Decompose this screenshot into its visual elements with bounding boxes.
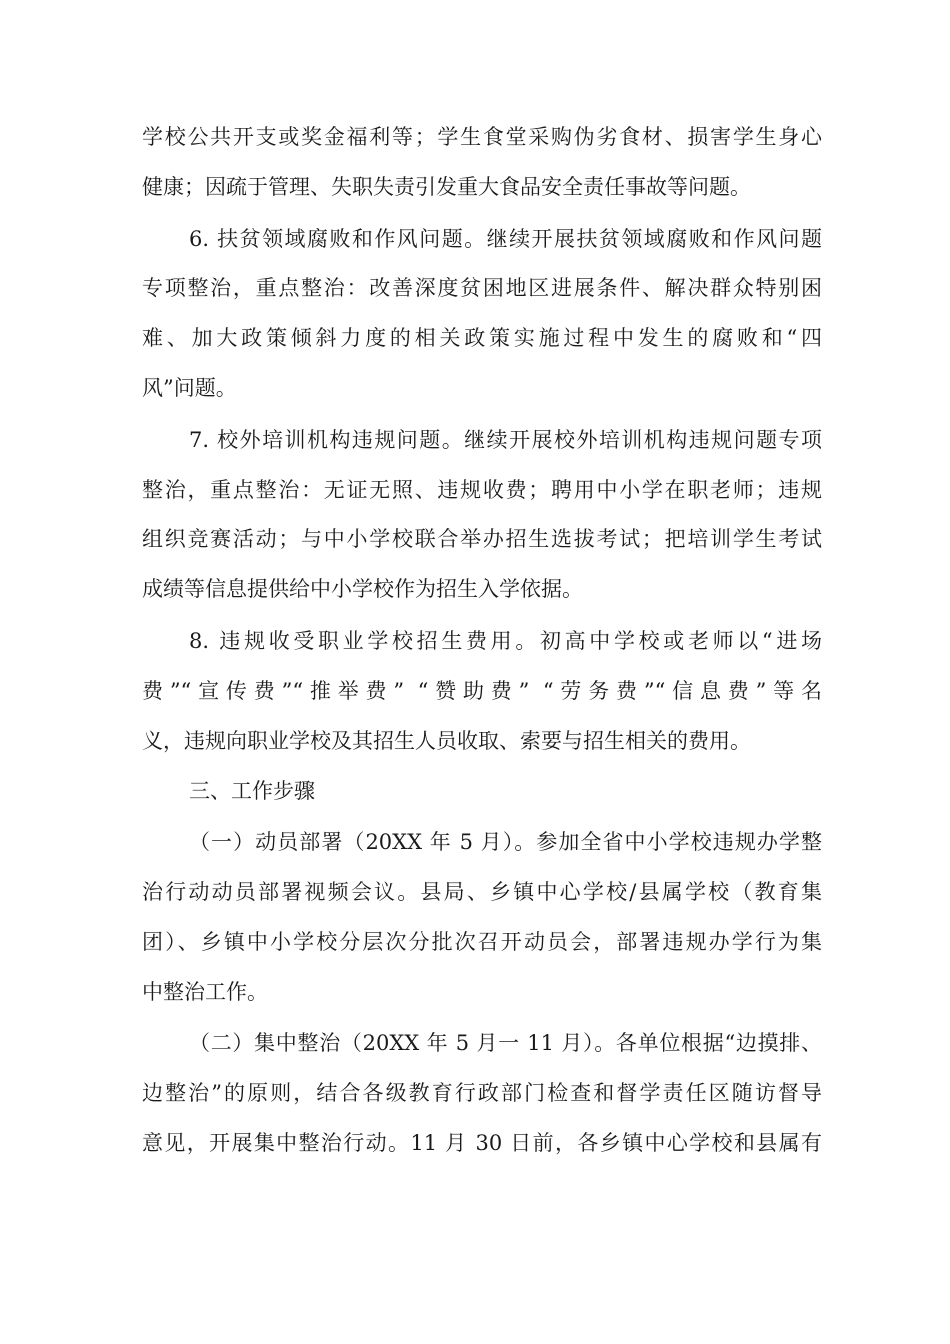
text-line: 中整治工作。 bbox=[142, 980, 268, 1004]
text-line: 专项整治，重点整治：改善深度贫困地区进展条件、解决群众特别困 bbox=[142, 276, 822, 300]
text-line: 组织竞赛活动；与中小学校联合举办招生选拔考试；把培训学生考试 bbox=[142, 527, 822, 551]
text-line: 8. 违规收受职业学校招生费用。初高中学校或老师以“进场 bbox=[189, 629, 822, 653]
text-line: 健康；因疏于管理、失职失责引发重大食品安全责任事故等问题。 bbox=[142, 175, 751, 199]
text-line: 难、加大政策倾斜力度的相关政策实施过程中发生的腐败和“四 bbox=[142, 326, 822, 350]
text-line: 7. 校外培训机构违规问题。继续开展校外培训机构违规问题专项 bbox=[189, 428, 822, 452]
text-line: 费”“宣传费”“推举费” “赞助费” “劳务费”“信息费”等名 bbox=[142, 679, 822, 703]
text-line: 义，违规向职业学校及其招生人员收取、索要与招生相关的费用。 bbox=[142, 729, 751, 753]
text-line: 整治，重点整治：无证无照、违规收费；聘用中小学在职老师；违规 bbox=[142, 478, 822, 502]
text-line: （一）动员部署（20XX 年 5 月）。参加全省中小学校违规办学整 bbox=[189, 830, 822, 854]
text-line: 6. 扶贫领域腐败和作风问题。继续开展扶贫领域腐败和作风问题 bbox=[189, 227, 822, 251]
section-heading: 三、工作步骤 bbox=[189, 779, 315, 803]
text-line: 意见，开展集中整治行动。11 月 30 日前，各乡镇中心学校和县属有 bbox=[142, 1131, 822, 1155]
text-line: （二）集中整治（20XX 年 5 月一 11 月）。各单位根据“边摸排、 bbox=[189, 1031, 822, 1055]
text-line: 风”问题。 bbox=[142, 376, 237, 400]
text-line: 边整治”的原则，结合各级教育行政部门检查和督学责任区随访督导 bbox=[142, 1081, 822, 1105]
text-line: 治行动动员部署视频会议。县局、乡镇中心学校/县属学校（教育集 bbox=[142, 880, 822, 904]
text-line: 学校公共开支或奖金福利等；学生食堂采购伪劣食材、损害学生身心 bbox=[142, 125, 822, 149]
text-line: 团）、乡镇中小学校分层次分批次召开动员会，部署违规办学行为集 bbox=[142, 930, 822, 954]
text-line: 成绩等信息提供给中小学校作为招生入学依据。 bbox=[142, 577, 583, 601]
